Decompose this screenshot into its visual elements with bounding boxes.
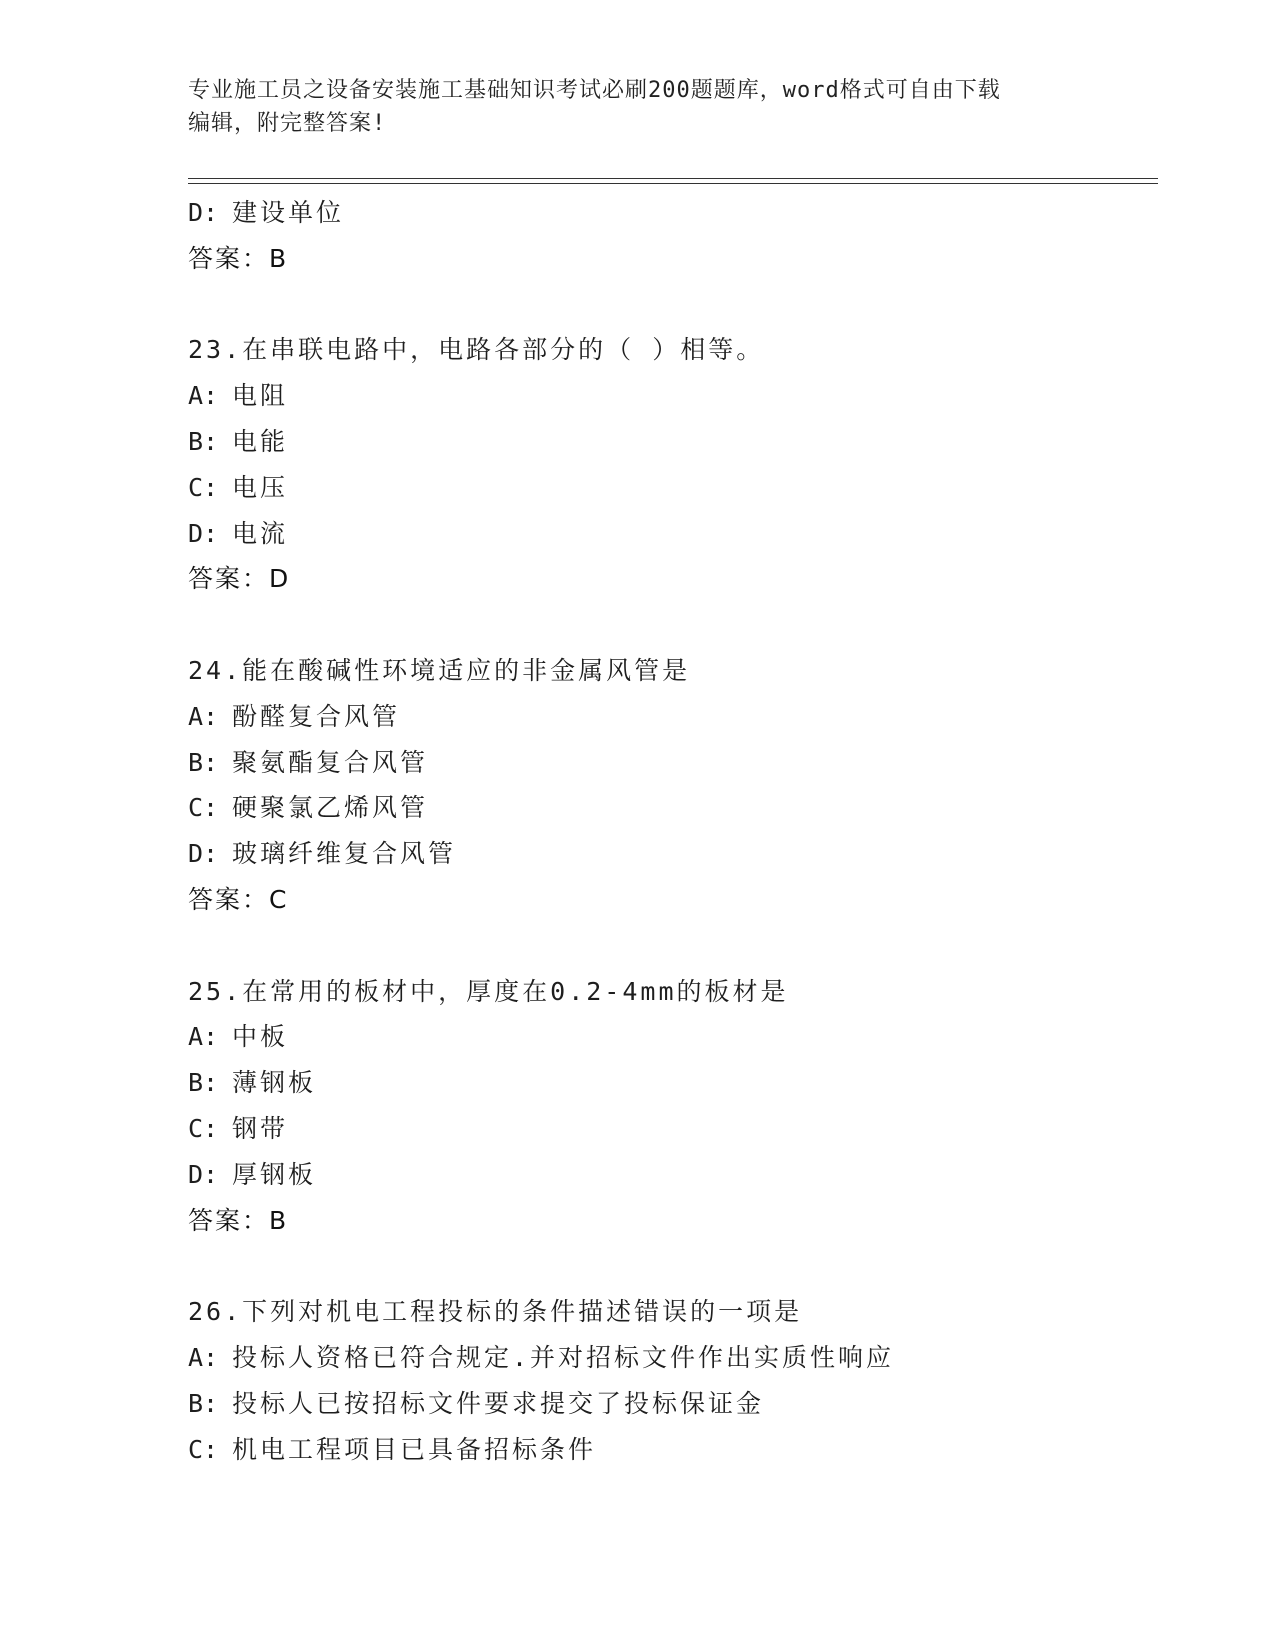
spacer [188, 923, 1168, 969]
option-d-prev [188, 190, 1168, 236]
spacer [188, 1243, 1168, 1289]
option-text: 电能 [232, 426, 289, 456]
option-text: 建设单位 [232, 198, 345, 227]
question-24-option-d [188, 831, 1168, 877]
option-text: 钢带 [232, 1113, 289, 1143]
question-25-answer: 答案：B [188, 1205, 289, 1235]
question-25-option-b [188, 1060, 1168, 1106]
question-25-option-a [188, 1014, 1168, 1060]
question-24-option-b [188, 740, 1168, 786]
option-text: 投标人资格已符合规定.并对招标文件作出实质性响应 [232, 1342, 895, 1372]
option-letter: D: [188, 1159, 219, 1189]
option-text: 薄钢板 [232, 1068, 317, 1098]
question-25-option-c [188, 1106, 1168, 1152]
option-text: 中板 [232, 1022, 289, 1052]
header-title-line-1: 专业施工员之设备安装施工基础知识考试必刷200题题库，word格式可自由下载 [188, 78, 1001, 103]
question-23-option-d [188, 511, 1168, 557]
option-letter: B: [188, 426, 219, 456]
question-23-answer: 答案：D [188, 564, 291, 594]
question-23-option-a [188, 373, 1168, 419]
option-letter: D: [188, 198, 219, 227]
option-letter: C: [188, 1113, 219, 1143]
option-text: 电流 [232, 518, 289, 548]
question-26-option-a [188, 1335, 1168, 1381]
option-letter: A: [188, 1342, 219, 1372]
option-letter: A: [188, 381, 219, 411]
option-letter: B: [188, 1388, 219, 1418]
spacer [188, 282, 1168, 328]
question-24-stem: 24.能在酸碱性环境适应的非金属风管是 [188, 655, 691, 685]
option-text: 厚钢板 [232, 1159, 317, 1189]
question-26-stem: 26.下列对机电工程投标的条件描述错误的一项是 [188, 1297, 803, 1327]
option-text: 玻璃纤维复合风管 [232, 839, 457, 869]
question-list [188, 190, 1168, 1472]
question-23-option-b [188, 419, 1168, 465]
option-letter: A: [188, 1022, 219, 1052]
option-text: 硬聚氯乙烯风管 [232, 793, 429, 823]
question-26-option-c [188, 1427, 1168, 1473]
question-23-stem: 23.在串联电路中，电路各部分的（ ）相等。 [188, 335, 765, 365]
question-23-option-c [188, 465, 1168, 511]
option-text: 聚氨酯复合风管 [232, 747, 429, 777]
option-letter: A: [188, 701, 219, 731]
question-26-option-b [188, 1381, 1168, 1427]
header-divider-bottom [188, 183, 1158, 184]
question-24-option-c [188, 785, 1168, 831]
option-text: 电阻 [232, 381, 289, 411]
question-24-answer: 答案：C [188, 884, 289, 914]
question-25-option-d [188, 1152, 1168, 1198]
option-text: 机电工程项目已具备招标条件 [232, 1434, 597, 1464]
option-text: 酚醛复合风管 [232, 701, 401, 731]
header-divider-top [188, 178, 1158, 179]
option-text: 投标人已按招标文件要求提交了投标保证金 [232, 1388, 765, 1418]
option-letter: B: [188, 747, 219, 777]
document-header [188, 74, 1088, 140]
spacer [188, 602, 1168, 648]
answer-prev: 答案：B [188, 243, 289, 273]
option-letter: C: [188, 472, 219, 502]
option-letter: D: [188, 518, 219, 548]
option-letter: B: [188, 1068, 219, 1098]
option-letter: C: [188, 1434, 219, 1464]
option-letter: C: [188, 793, 219, 823]
question-24-option-a [188, 694, 1168, 740]
option-text: 电压 [232, 472, 289, 502]
question-25-stem: 25.在常用的板材中，厚度在0.2-4mm的板材是 [188, 976, 789, 1006]
option-letter: D: [188, 839, 219, 869]
header-title-line-2: 编辑，附完整答案! [188, 111, 387, 136]
